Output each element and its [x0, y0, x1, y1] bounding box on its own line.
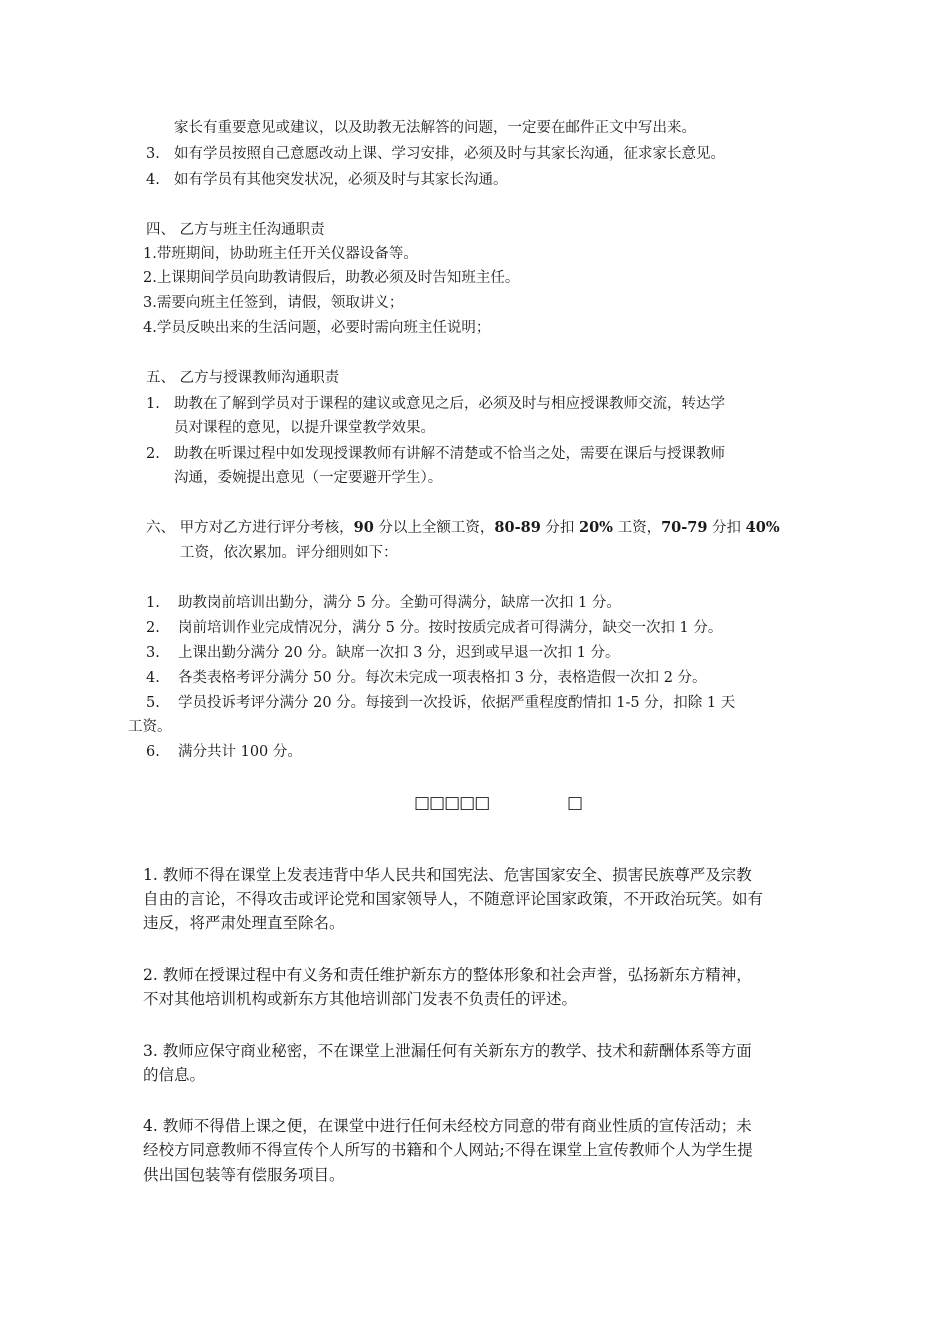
item-number: 5.: [146, 695, 160, 711]
bold-value: 80-89: [494, 519, 541, 536]
list-item: 助教岗前培训出勤分，满分 5 分。全勤可得满分，缺席一次扣 1 分。: [178, 595, 621, 611]
bold-value: 70-79: [661, 519, 708, 536]
rule-paragraph: 4. 教师不得借上课之便，在课堂中进行任何未经校方同意的带有商业性质的宣传活动；未: [143, 1117, 752, 1135]
rule-paragraph: 的信息。: [143, 1066, 206, 1084]
section-text: 分扣: [707, 520, 746, 536]
item-continuation: 家长有重要意见或建议，以及助教无法解答的问题，一定要在邮件正文中写出来。: [174, 120, 696, 136]
garbled-heading-right: □: [567, 793, 583, 813]
section-heading: [146, 518, 780, 538]
list-item: 2.上课期间学员向助教请假后，助教必须及时告知班主任。: [143, 270, 520, 286]
rule-paragraph: 违反，将严肃处理直至除名。: [143, 914, 345, 932]
item-number: 3.: [146, 645, 160, 661]
item-number: 2.: [146, 620, 160, 636]
list-item: 3.需要向班主任签到，请假，领取讲义；: [143, 295, 404, 311]
item-continuation: 工资，依次累加。评分细则如下：: [180, 545, 398, 561]
item-number: 6.: [146, 744, 160, 760]
list-item: 助教在了解到学员对于课程的建议或意见之后，必须及时与相应授课教师交流，转达学: [174, 396, 725, 412]
list-item: 上课出勤分满分 20 分。缺席一次扣 3 分，迟到或早退一次扣 1 分。: [178, 645, 620, 661]
list-item: 岗前培训作业完成情况分，满分 5 分。按时按质完成者可得满分，缺交一次扣 1 分。: [178, 620, 723, 636]
item-number: 4.: [146, 172, 160, 188]
item-number: 3.: [146, 146, 160, 162]
item-continuation: 沟通，委婉提出意见（一定要避开学生）。: [174, 470, 443, 486]
bold-value: 90: [353, 519, 374, 536]
rule-paragraph: 经校方同意教师不得宣传个人所写的书籍和个人网站;不得在课堂上宣传教师个人为学生提: [143, 1141, 753, 1159]
rule-paragraph: 供出国包装等有偿服务项目。: [143, 1166, 345, 1184]
list-item: 如有学员按照自己意愿改动上课、学习安排，必须及时与其家长沟通，征求家长意见。: [174, 146, 725, 162]
section-heading: 五、 乙方与授课教师沟通职责: [146, 370, 340, 386]
section-text: 六、 甲方对乙方进行评分考核，: [146, 520, 354, 536]
item-continuation: 工资。: [128, 719, 172, 735]
section-heading: 四、 乙方与班主任沟通职责: [146, 222, 325, 238]
item-number: 1.: [146, 595, 160, 611]
item-number: 4.: [146, 670, 160, 686]
list-item: 满分共计 100 分。: [178, 744, 302, 760]
bold-value: 40%: [745, 519, 780, 536]
section-text: 分以上全额工资，: [373, 520, 495, 536]
list-item: 助教在听课过程中如发现授课教师有讲解不清楚或不恰当之处，需要在课后与授课教师: [174, 446, 725, 462]
garbled-heading-left: □□□□□: [414, 793, 490, 813]
item-number: 2.: [146, 446, 160, 462]
rule-paragraph: 2. 教师在授课过程中有义务和责任维护新东方的整体形象和社会声誉，弘扬新东方精神，: [143, 966, 752, 984]
section-text: 分扣: [540, 520, 579, 536]
item-number: 1.: [146, 396, 160, 412]
rule-paragraph: 自由的言论，不得攻击或评论党和国家领导人，不随意评论国家政策，不开政治玩笑。如有: [143, 890, 764, 908]
section-text: 工资，: [612, 520, 662, 536]
bold-value: 20%: [579, 519, 613, 536]
rule-paragraph: 1. 教师不得在课堂上发表违背中华人民共和国宪法、危害国家安全、损害民族尊严及宗教: [143, 866, 752, 884]
list-item: 4.学员反映出来的生活问题，必要时需向班主任说明；: [143, 320, 491, 336]
list-item: 各类表格考评分满分 50 分。每次未完成一项表格扣 3 分，表格造假一次扣 2 分。: [178, 670, 707, 686]
item-continuation: 员对课程的意见，以提升课堂教学效果。: [174, 420, 435, 436]
list-item: 如有学员有其他突发状况，必须及时与其家长沟通。: [174, 172, 508, 188]
list-item: 学员投诉考评分满分 20 分。每接到一次投诉，依据严重程度酌情扣 1-5 分，扣除 1 天: [178, 695, 736, 711]
rule-paragraph: 不对其他培训机构或新东方其他培训部门发表不负责任的评述。: [143, 990, 578, 1008]
rule-paragraph: 3. 教师应保守商业秘密，不在课堂上泄漏任何有关新东方的教学、技术和薪酬体系等方面: [143, 1042, 752, 1060]
list-item: 1.带班期间，协助班主任开关仪器设备等。: [143, 246, 418, 262]
